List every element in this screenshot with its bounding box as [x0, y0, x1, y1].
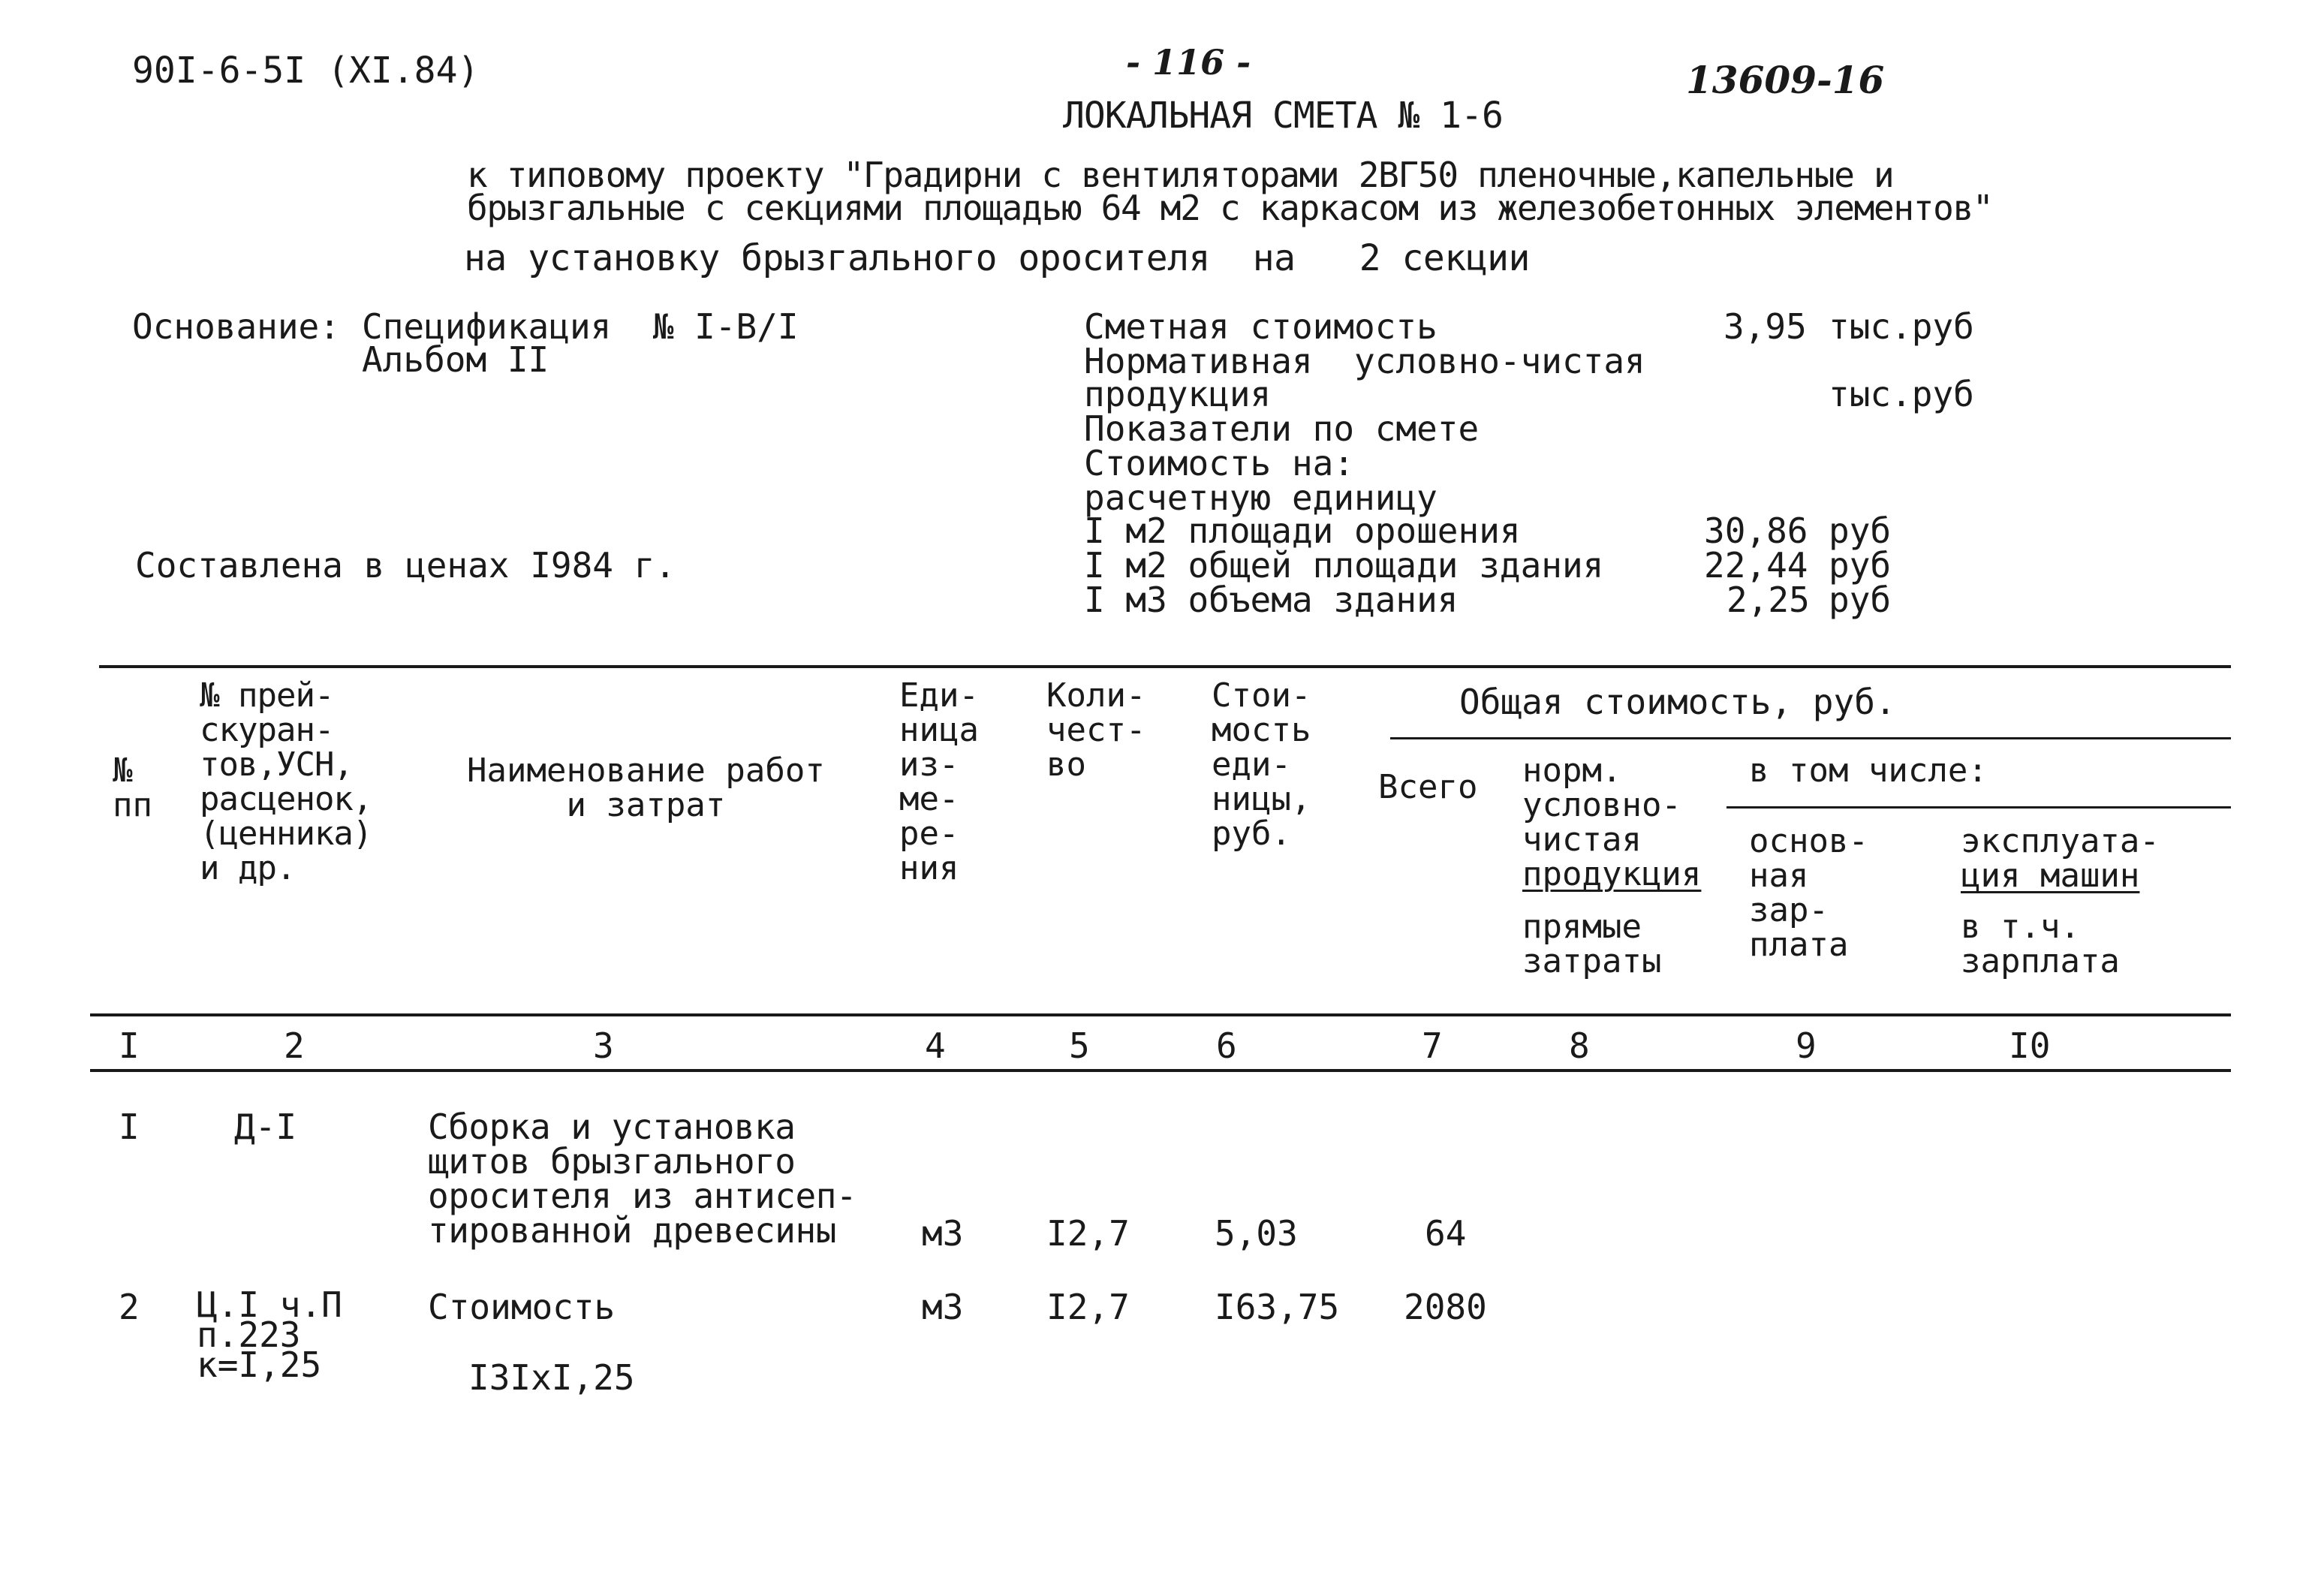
header-normative-product: продукция: [1522, 855, 1702, 893]
header-row-number: № пп: [113, 751, 152, 824]
col-number-2: 2: [284, 1025, 305, 1066]
col-number-6: 6: [1216, 1025, 1237, 1066]
indicator-2-value: 22,44: [1704, 545, 1808, 586]
row-2-name: Стоимость: [428, 1287, 616, 1327]
basis-label: Основание:: [132, 306, 340, 347]
indicator-2-label: I м2 общей площади здания: [1084, 545, 1604, 586]
table-top-rule: [99, 665, 2231, 668]
row-2-unit: м3: [922, 1287, 964, 1327]
header-total: Всего: [1378, 768, 1478, 806]
col-number-5: 5: [1069, 1025, 1090, 1066]
indicator-3-value: 2,25: [1726, 580, 1810, 620]
normative-unit: тыс.руб: [1829, 374, 1974, 414]
indicator-3-label: I м3 объема здания: [1084, 580, 1459, 620]
row-1-ref: Д-I: [234, 1107, 297, 1147]
header-normative-top: норм. условно- чистая: [1522, 751, 1681, 859]
estimated-cost-unit: тыс.руб: [1829, 306, 1974, 347]
row-1-number: I: [119, 1107, 140, 1147]
header-base-salary: основ- ная зар- плата: [1749, 822, 1868, 964]
row-2-ref: Ц.I ч.П п.223 к=I,25: [197, 1284, 342, 1385]
row-1-unit: м3: [922, 1213, 964, 1254]
page-number: - 116 -: [1126, 42, 1251, 83]
col-number-10: I0: [2009, 1025, 2051, 1066]
subtitle-line-2: брызгальные с секциями площадью 64 м2 с каркасом из железобетонных элементов": [467, 188, 1993, 228]
indicator-1-value: 30,86: [1704, 510, 1808, 551]
indicator-1-unit: руб: [1829, 510, 1892, 551]
row-2-qty: I2,7: [1046, 1287, 1130, 1327]
normative-label-1: Нормативная условно-чистая: [1084, 341, 1645, 381]
total-group-rule: [1390, 737, 2231, 739]
document-title: ЛОКАЛЬНАЯ СМЕТА № 1-6: [1063, 95, 1503, 137]
including-rule: [1726, 806, 2231, 809]
header-total-group: Общая стоимость, руб.: [1459, 682, 1896, 722]
normative-label-2: продукция: [1084, 374, 1272, 414]
header-machine-operation-top: эксплуата-: [1961, 822, 2160, 860]
calc-unit-label: расчетную единицу: [1084, 477, 1437, 518]
estimated-cost-value: 3,95: [1723, 306, 1807, 347]
cost-on-label: Стоимость на:: [1084, 443, 1355, 483]
header-unit: Еди- ница из- ме- ре- ния: [899, 676, 979, 887]
estimated-cost-label: Сметная стоимость: [1084, 306, 1437, 347]
indicator-2-unit: руб: [1829, 545, 1892, 586]
indicator-1-label: I м2 площади орошения: [1084, 510, 1521, 551]
header-pricelist-ref: № прей- скуран- тов,УСН, расценок, (ценника) и др.: [200, 676, 372, 887]
indicator-3-unit: руб: [1829, 580, 1892, 620]
subtitle-line-1: к типовому проекту "Градирни с вентиляторами 2ВГ50 пленочные,капельные и: [467, 155, 1894, 195]
row-1-price: 5,03: [1215, 1213, 1298, 1254]
header-including: в том числе:: [1749, 751, 1988, 790]
basis-album: Альбом II: [362, 339, 549, 380]
row-2-number: 2: [119, 1287, 140, 1327]
row-1-qty: I2,7: [1046, 1213, 1130, 1254]
basis-spec: Спецификация № I-В/I: [362, 306, 799, 347]
row-2-total: 2080: [1404, 1287, 1487, 1327]
subtitle-line-3: на установку брызгального оросителя на 2 секции: [464, 237, 1530, 279]
document-code: 90I-6-5I (XI.84): [132, 50, 480, 92]
col-number-4: 4: [925, 1025, 946, 1066]
prices-year: Составлена в ценах I984 г.: [135, 545, 676, 586]
col-number-7: 7: [1422, 1025, 1443, 1066]
document-number: 13609-16: [1686, 58, 1885, 102]
row-1-name: Сборка и установка щитов брызгального оросителя из антисеп- тированной древесины: [428, 1107, 857, 1251]
indicators-label: Показатели по смете: [1084, 408, 1480, 449]
col-number-1: I: [119, 1025, 140, 1066]
header-quantity: Коли- чест- во: [1046, 676, 1146, 784]
row-2-price: I63,75: [1215, 1287, 1340, 1327]
col-number-9: 9: [1796, 1025, 1817, 1066]
header-direct-costs: прямые затраты: [1522, 908, 1662, 980]
header-work-name: Наименование работ и затрат: [467, 751, 825, 824]
header-incl-salary: в т.ч. зарплата: [1961, 908, 2120, 980]
column-numbers-rule: [90, 1069, 2231, 1072]
row-2-name-extra: I3IxI,25: [468, 1357, 635, 1398]
header-unit-cost: Стои- мость еди- ницы, руб.: [1212, 676, 1311, 853]
row-1-total: 64: [1425, 1213, 1467, 1254]
col-number-8: 8: [1569, 1025, 1590, 1066]
col-number-3: 3: [593, 1025, 614, 1066]
header-machine-operation: ция машин: [1961, 857, 2140, 895]
header-bottom-rule: [90, 1013, 2231, 1016]
